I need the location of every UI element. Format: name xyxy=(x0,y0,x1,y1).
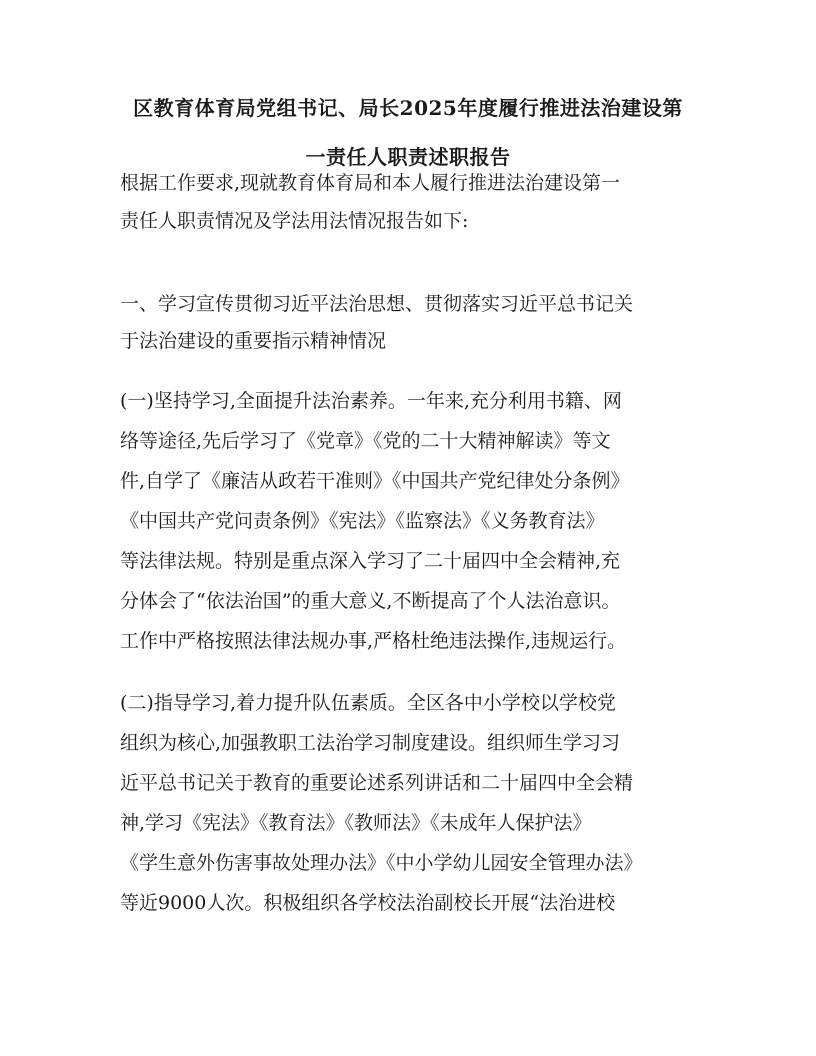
body-paragraph-line: 组织为核心,加强教职工法治学习制度建设。组织师生学习习 xyxy=(120,732,621,754)
intro-paragraph-line: 责任人职责情况及学法用法情况报告如下: xyxy=(120,210,469,232)
body-paragraph-line: 神,学习《宪法》《教育法》《教师法》《未成年人保护法》 xyxy=(120,812,592,834)
body-paragraph-line: 近平总书记关于教育的重要论述系列讲话和二十届四中全会精 xyxy=(120,772,634,794)
body-paragraph-line: 络等途径,先后学习了《党章》《党的二十大精神解读》等文 xyxy=(120,430,611,452)
document-title-line-2: 一责任人职责述职报告 xyxy=(305,145,511,169)
body-paragraph-line: 分体会了“依法治国”的重大意义,不断提高了个人法治意识。 xyxy=(120,590,621,612)
body-paragraph-line: 工作中严格按照法律法规办事,严格杜绝违法操作,违规运行。 xyxy=(120,630,627,652)
document-title-line-1: 区教育体育局党组书记、局长2025年度履行推进法治建设第 xyxy=(133,96,683,120)
body-paragraph-line: 《学生意外伤害事故处理办法》《中小学幼儿园安全管理办法》 xyxy=(120,852,643,874)
intro-paragraph-line: 根据工作要求,现就教育体育局和本人履行推进法治建设第一 xyxy=(120,172,621,194)
body-paragraph-line: (一)坚持学习,全面提升法治素养。一年来,充分利用书籍、网 xyxy=(120,390,622,412)
body-paragraph-line: 《中国共产党问责条例》《宪法》《监察法》《义务教育法》 xyxy=(120,510,605,532)
body-paragraph-line: 等法律法规。特别是重点深入学习了二十届四中全会精神,充 xyxy=(120,550,621,572)
section-heading-line: 于法治建设的重要指示精神情况 xyxy=(120,330,387,352)
body-paragraph-line: (二)指导学习,着力提升队伍素质。全区各中小学校以学校党 xyxy=(120,692,616,714)
body-paragraph-line: 件,自学了《廉洁从政若干准则》《中国共产党纪律处分条例》 xyxy=(120,470,630,492)
body-paragraph-line: 等近9000人次。积极组织各学校法治副校长开展“法治进校 xyxy=(120,892,616,914)
section-heading-line: 一、学习宣传贯彻习近平法治思想、贯彻落实习近平总书记关 xyxy=(120,293,634,315)
